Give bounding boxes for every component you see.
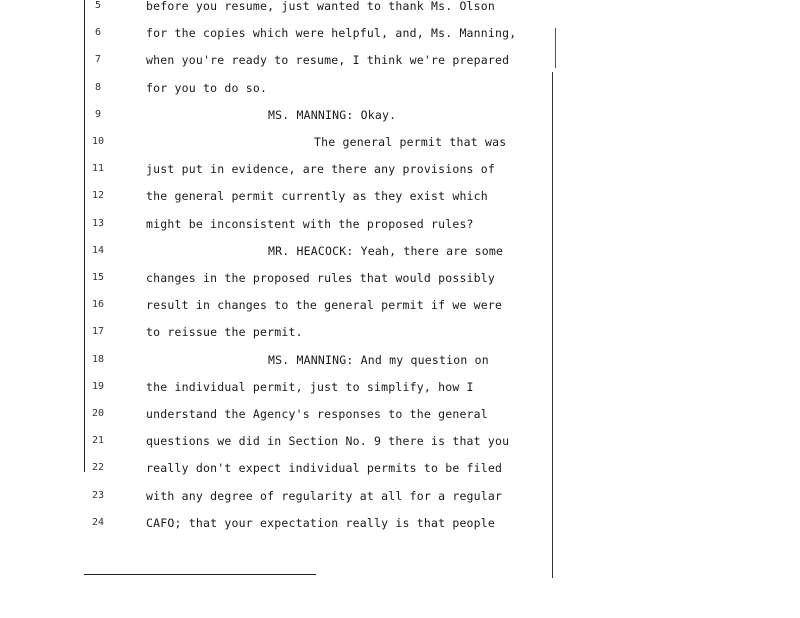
line-text: result in changes to the general permit if we were [146,298,503,313]
line-text: understand the Agency's responses to the general [146,407,488,421]
line-number: 24 [91,516,105,528]
transcript-line [0,377,552,397]
line-text: before you resume, just wanted to thank Ms. Olson [146,0,496,13]
transcript-line [0,132,552,152]
line-text: the general permit currently as they exist which [146,189,488,204]
transcript-line [0,214,552,234]
line-number: 13 [91,217,105,229]
line-number: 5 [94,0,102,11]
line-number: 19 [91,380,105,392]
left-margin-rule [84,0,85,472]
right-margin-rule [552,72,553,578]
transcript-line [0,241,552,261]
line-number: 12 [91,190,105,202]
line-number: 21 [91,435,105,447]
footer-rule [84,574,316,575]
line-number: 9 [94,108,102,120]
line-number: 7 [94,54,102,66]
line-text: changes in the proposed rules that would possibly [146,271,496,285]
line-text: MR. HEACOCK: Yeah, there are some [268,243,504,258]
transcript-line [0,78,552,98]
transcript-line [0,322,552,342]
line-number: 23 [91,489,105,501]
line-text: really don't expect individual permits to be filed [146,461,503,476]
transcript-line [0,0,552,16]
line-number: 16 [91,299,105,311]
transcript-line [0,431,552,451]
line-number: 11 [91,163,105,175]
line-number: 8 [94,81,102,93]
right-margin-tick [555,28,556,68]
line-number: 15 [91,272,105,283]
line-text: the individual permit, just to simplify, how I [146,379,474,394]
transcript-line [0,513,552,533]
transcript-line [0,159,552,179]
transcript-line [0,486,552,506]
transcript-line [0,23,552,43]
transcript-line [0,404,552,424]
transcript-line [0,105,552,125]
transcript-line [0,295,552,315]
line-number: 22 [91,462,105,474]
line-number: 14 [91,244,105,256]
transcript-line [0,350,552,370]
line-number: 18 [91,353,105,365]
transcript-line [0,458,552,478]
transcript-line [0,268,552,288]
line-number: 6 [94,27,102,39]
line-text: for you to do so. [146,80,268,95]
line-number: 10 [91,136,105,147]
line-text: The general permit that was [314,135,507,149]
line-text: with any degree of regularity at all for a regular [146,488,503,503]
line-text: might be inconsistent with the proposed rules? [146,216,474,231]
line-text: CAFO; that your expectation really is that people [146,515,496,530]
transcript-line [0,186,552,206]
line-text: MS. MANNING: And my question on [268,352,489,367]
line-text: just put in evidence, are there any provisions of [146,162,496,177]
line-text: MS. MANNING: Okay. [268,107,397,122]
line-number: 17 [91,326,105,338]
line-number: 20 [91,408,105,419]
transcript-line [0,50,552,70]
line-text: to reissue the permit. [146,325,303,340]
line-text: questions we did in Section No. 9 there is that you [146,434,510,449]
line-text: when you're ready to resume, I think we're prepared [146,53,510,68]
line-text: for the copies which were helpful, and, Ms. Manning, [146,26,517,41]
